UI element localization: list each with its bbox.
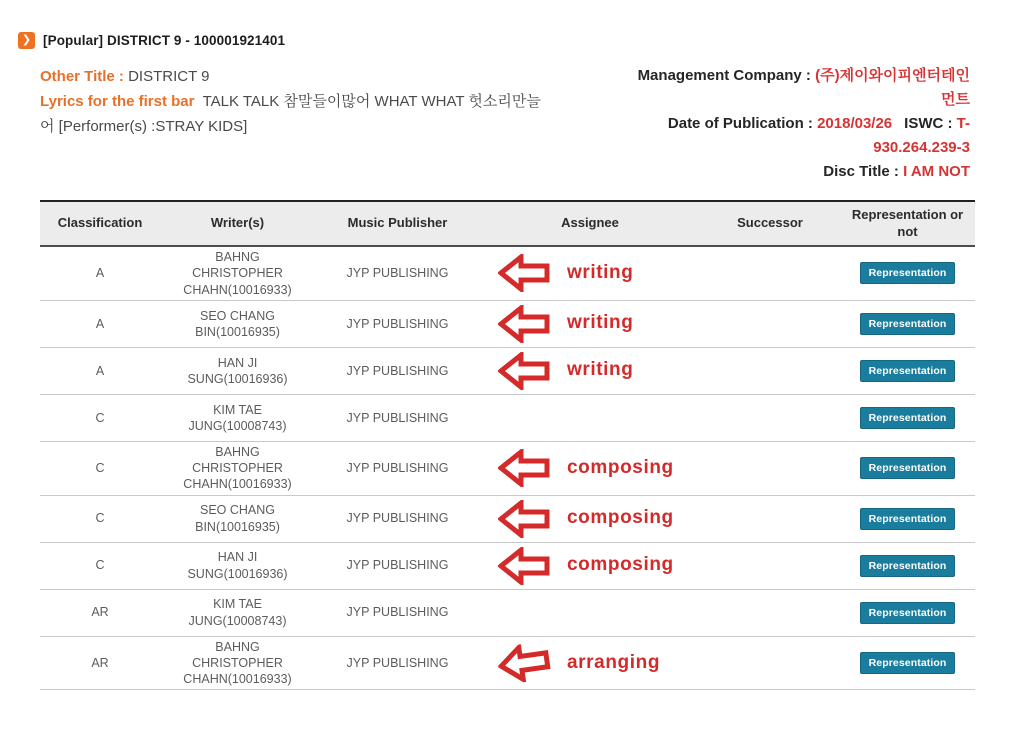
assignee-cell xyxy=(480,300,700,347)
rights-table-body xyxy=(40,246,975,690)
successor-cell xyxy=(700,441,840,495)
publisher-cell: JYP PUBLISHING xyxy=(315,636,480,690)
assignee-cell xyxy=(480,636,700,690)
representation-cell xyxy=(840,441,975,495)
table-row xyxy=(40,246,975,300)
classification-cell: A xyxy=(40,300,160,347)
successor-cell xyxy=(700,246,840,300)
publisher-cell: JYP PUBLISHING xyxy=(315,394,480,441)
assignee-cell xyxy=(480,394,700,441)
song-info-right xyxy=(624,64,970,184)
song-info-left xyxy=(40,64,552,184)
representation-button[interactable]: Representation xyxy=(860,407,956,429)
annotation xyxy=(480,500,700,538)
representation-cell xyxy=(840,246,975,300)
table-row xyxy=(40,636,975,690)
annotation-label: composing xyxy=(567,554,674,576)
writer-name: SEO CHANG BIN(10016935) xyxy=(195,503,280,534)
publisher-cell: JYP PUBLISHING xyxy=(315,589,480,636)
chevron-right-icon: ❯ xyxy=(18,32,35,49)
representation-cell xyxy=(840,636,975,690)
representation-button[interactable]: Representation xyxy=(860,602,956,624)
representation-cell xyxy=(840,589,975,636)
successor-cell xyxy=(700,636,840,690)
classification-cell: C xyxy=(40,495,160,542)
column-header-assignee: Assignee xyxy=(480,201,700,246)
representation-cell xyxy=(840,542,975,589)
writer-name: BAHNG CHRISTOPHER CHAHN(10016933) xyxy=(183,444,292,492)
disc-title-value: I AM NOT xyxy=(903,163,970,180)
representation-button[interactable]: Representation xyxy=(860,360,956,382)
writer-cell xyxy=(160,542,315,589)
representation-button[interactable]: Representation xyxy=(860,652,956,674)
representation-cell xyxy=(840,300,975,347)
assignee-cell xyxy=(480,246,700,300)
writer-name: KIM TAE JUNG(10008743) xyxy=(188,597,287,628)
column-header-classification: Classification xyxy=(40,201,160,246)
annotation-label: composing xyxy=(567,456,674,478)
publication-line xyxy=(624,112,970,160)
table-row xyxy=(40,589,975,636)
lyrics-label: Lyrics for the first bar xyxy=(40,93,195,110)
annotation xyxy=(480,305,700,343)
column-header-music-publisher: Music Publisher xyxy=(315,201,480,246)
annotation xyxy=(480,254,700,292)
lyrics-value: TALK TALK 참말들이많어 WHAT WHAT 헛소리만늘어 [Performer(s) :STRAY KIDS] xyxy=(40,93,541,135)
page-title: [Popular] DISTRICT 9 - 100001921401 xyxy=(43,33,286,48)
writer-name: SEO CHANG BIN(10016935) xyxy=(195,308,280,339)
disc-title-line xyxy=(624,160,970,184)
management-company-line xyxy=(624,64,970,112)
publisher-cell: JYP PUBLISHING xyxy=(315,246,480,300)
publisher-cell: JYP PUBLISHING xyxy=(315,441,480,495)
left-arrow-icon xyxy=(498,449,550,487)
writer-cell xyxy=(160,589,315,636)
song-info-section xyxy=(40,64,970,184)
successor-cell xyxy=(700,495,840,542)
writer-name: KIM TAE JUNG(10008743) xyxy=(188,402,287,433)
annotation-label: writing xyxy=(567,359,634,381)
table-row xyxy=(40,347,975,394)
representation-cell xyxy=(840,495,975,542)
annotation-label: writing xyxy=(567,312,634,334)
successor-cell xyxy=(700,300,840,347)
representation-button[interactable]: Representation xyxy=(860,508,956,530)
annotation-label: writing xyxy=(567,262,634,284)
writer-cell xyxy=(160,394,315,441)
successor-cell xyxy=(700,589,840,636)
left-arrow-icon xyxy=(498,254,550,292)
writer-cell xyxy=(160,495,315,542)
rights-table xyxy=(40,200,975,690)
annotation xyxy=(480,644,700,682)
writer-cell xyxy=(160,246,315,300)
classification-cell: A xyxy=(40,347,160,394)
annotation-label: arranging xyxy=(567,651,661,673)
classification-cell: C xyxy=(40,441,160,495)
writer-name: BAHNG CHRISTOPHER CHAHN(10016933) xyxy=(183,639,292,686)
writer-name: HAN JI SUNG(10016936) xyxy=(187,550,288,581)
iswc-value: T-930.264.239-3 xyxy=(873,115,970,156)
representation-button[interactable]: Representation xyxy=(860,262,956,284)
page-title-row xyxy=(18,32,1009,49)
writer-name: BAHNG CHRISTOPHER CHAHN(10016933) xyxy=(183,250,292,297)
classification-cell: C xyxy=(40,542,160,589)
classification-cell: C xyxy=(40,394,160,441)
left-arrow-icon xyxy=(496,640,553,685)
assignee-cell xyxy=(480,441,700,495)
left-arrow-icon xyxy=(498,352,550,390)
left-arrow-icon xyxy=(498,500,550,538)
writer-cell xyxy=(160,441,315,495)
representation-cell xyxy=(840,394,975,441)
publisher-cell: JYP PUBLISHING xyxy=(315,300,480,347)
representation-button[interactable]: Representation xyxy=(860,555,956,577)
assignee-cell xyxy=(480,589,700,636)
publisher-cell: JYP PUBLISHING xyxy=(315,495,480,542)
writer-cell xyxy=(160,300,315,347)
assignee-cell xyxy=(480,542,700,589)
publication-date-label: Date of Publication : xyxy=(667,115,813,132)
annotation xyxy=(480,352,700,390)
other-title-label: Other Title : xyxy=(40,68,124,85)
representation-cell xyxy=(840,347,975,394)
other-title-value: DISTRICT 9 xyxy=(128,68,210,85)
management-company-label: Management Company : xyxy=(637,67,811,84)
publisher-cell: JYP PUBLISHING xyxy=(315,347,480,394)
column-header-successor: Successor xyxy=(700,201,840,246)
table-row xyxy=(40,300,975,347)
song-detail-page xyxy=(0,32,1009,731)
rights-table-header xyxy=(40,201,975,246)
writer-cell xyxy=(160,347,315,394)
annotation xyxy=(480,449,700,487)
column-header-writers: Writer(s) xyxy=(160,201,315,246)
left-arrow-icon xyxy=(498,547,550,585)
publisher-cell: JYP PUBLISHING xyxy=(315,542,480,589)
management-company-value: (주)제이와이피엔터테인먼트 xyxy=(815,67,970,108)
publication-date-value: 2018/03/26 xyxy=(817,115,893,132)
writer-cell xyxy=(160,636,315,690)
table-row xyxy=(40,542,975,589)
representation-button[interactable]: Representation xyxy=(860,313,956,335)
classification-cell: A xyxy=(40,246,160,300)
successor-cell xyxy=(700,394,840,441)
representation-button[interactable]: Representation xyxy=(860,457,956,479)
annotation xyxy=(480,547,700,585)
annotation-label: composing xyxy=(567,507,674,529)
left-arrow-icon xyxy=(498,305,550,343)
other-title-line xyxy=(40,64,552,89)
classification-cell: AR xyxy=(40,636,160,690)
table-row xyxy=(40,495,975,542)
classification-cell: AR xyxy=(40,589,160,636)
column-header-representation: Representation or not xyxy=(840,201,975,246)
disc-title-label: Disc Title : xyxy=(823,163,899,180)
successor-cell xyxy=(700,347,840,394)
assignee-cell xyxy=(480,495,700,542)
iswc-label: ISWC : xyxy=(904,115,953,132)
writer-name: HAN JI SUNG(10016936) xyxy=(187,355,288,386)
table-row xyxy=(40,394,975,441)
lyrics-line xyxy=(40,89,552,139)
table-row xyxy=(40,441,975,495)
assignee-cell xyxy=(480,347,700,394)
successor-cell xyxy=(700,542,840,589)
